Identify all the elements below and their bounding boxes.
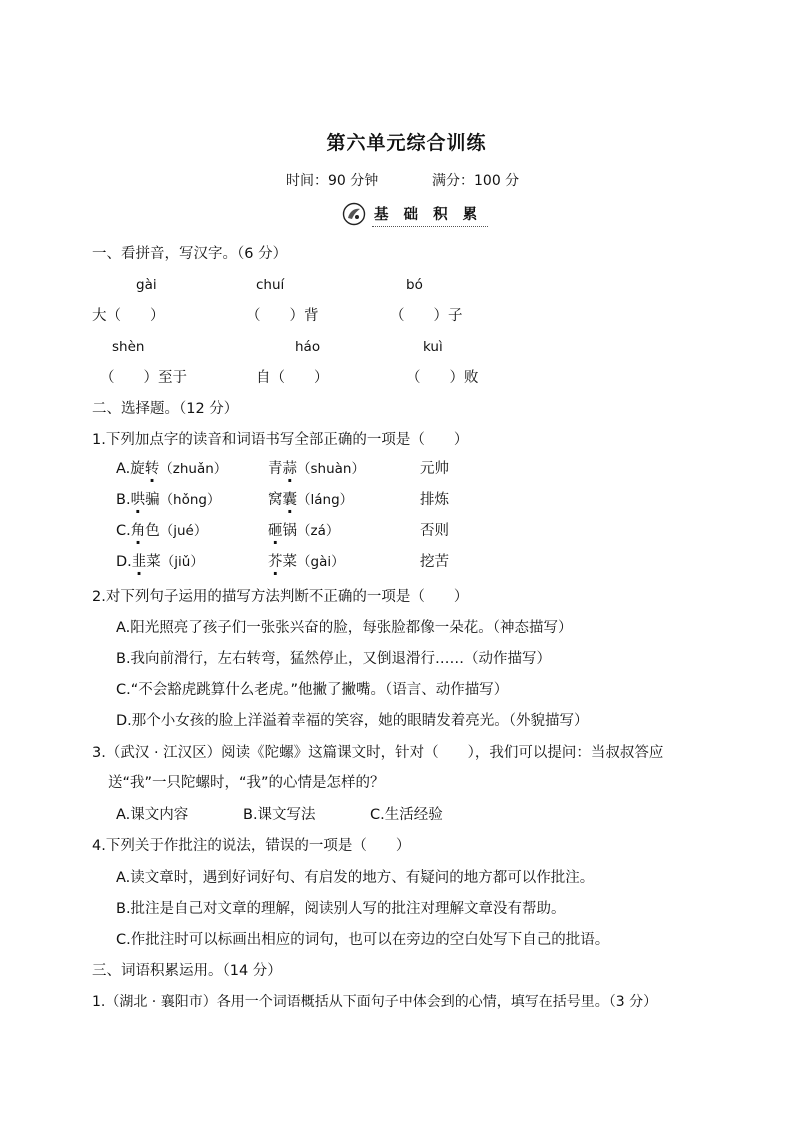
q1-option-a-word3: 元帅 — [420, 461, 449, 477]
banner-label: 基 础 积 累 — [372, 206, 488, 227]
q1-option-b: B.哄骗（hǒng） — [116, 492, 221, 508]
blank-word: 大（ ） — [92, 308, 165, 324]
section3-question-1: 1.（湖北 · 襄阳市）各用一个词语概括从下面句子中体会到的心情，填写在括号里。（3 分） — [92, 994, 658, 1010]
question-1-stem: 1.下列加点字的读音和词语书写全部正确的一项是（ ） — [92, 432, 469, 448]
q4-option-c: C.作批注时可以标画出相应的词句，也可以在旁边的空白处写下自己的批语。 — [116, 932, 610, 948]
question-3-stem-cont: 送“我”一只陀螺时，“我”的心情是怎样的？ — [108, 775, 385, 791]
blank-word: （ ）至于 — [100, 370, 187, 386]
section-banner — [342, 202, 488, 231]
q4-option-b: B.批注是自己对文章的理解，阅读别人写的批注对理解文章没有帮助。 — [116, 901, 566, 917]
q2-option-c: C.“不会豁虎跳算什么老虎。”他撇了撇嘴。（语言、动作描写） — [116, 682, 509, 698]
section3-heading: 三、词语积累运用。（14 分） — [92, 963, 282, 979]
q3-option-b: B.课文写法 — [243, 807, 316, 823]
q1-option-a-word2: 青蒜（shuàn） — [268, 461, 365, 477]
pinyin: chuí — [256, 277, 285, 293]
blank-word: （ ）子 — [390, 308, 463, 324]
section2-heading: 二、选择题。（12 分） — [92, 401, 239, 417]
q1-option-d-word2: 芥菜（gài） — [268, 554, 345, 570]
q1-option-d: D.韭菜（jiǔ） — [116, 554, 204, 570]
q1-option-c-word2: 砸锅（zá） — [268, 523, 340, 539]
pinyin: bó — [406, 277, 423, 293]
pinyin: háo — [295, 339, 321, 355]
q3-option-c: C.生活经验 — [370, 807, 443, 823]
q4-option-a: A.读文章时，遇到好词好句、有启发的地方、有疑问的地方都可以作批注。 — [116, 870, 595, 886]
pinyin: kuì — [423, 339, 443, 355]
page-title: 第六单元综合训练 — [326, 132, 487, 154]
q3-option-a: A.课文内容 — [116, 807, 189, 823]
q1-option-d-word3: 挖苦 — [420, 554, 449, 570]
blank-word: （ ）败 — [406, 370, 479, 386]
blank-word: 自（ ） — [256, 370, 329, 386]
q1-option-c-word3: 否则 — [420, 523, 449, 539]
question-2-stem: 2.对下列句子运用的描写方法判断不正确的一项是（ ） — [92, 589, 469, 605]
q2-option-a: A.阳光照亮了孩子们一张张兴奋的脸，每张脸都像一朵花。（神态描写） — [116, 620, 573, 636]
exam-time: 时间：90 分钟 — [286, 173, 379, 189]
section1-heading: 一、看拼音，写汉字。（6 分） — [92, 246, 288, 262]
q1-option-b-word3: 排炼 — [420, 492, 449, 508]
pinyin: shèn — [112, 339, 145, 355]
q1-option-c: C.角色（jué） — [116, 523, 208, 539]
q2-option-d: D.那个小女孩的脸上洋溢着幸福的笑容，她的眼睛发着亮光。（外貌描写） — [116, 713, 589, 729]
blank-word: （ ）背 — [246, 308, 319, 324]
banner-icon — [342, 202, 366, 231]
question-4-stem: 4.下列关于作批注的说法，错误的一项是（ ） — [92, 838, 411, 854]
exam-score: 满分：100 分 — [432, 173, 520, 189]
question-3-stem: 3.（武汉 · 江汉区）阅读《陀螺》这篇课文时，针对（ ），我们可以提问：当叔叔答应 — [92, 745, 664, 761]
q2-option-b: B.我向前滑行，左右转弯，猛然停止，又倒退滑行……（动作描写） — [116, 651, 552, 667]
q1-option-b-word2: 窝囊（láng） — [268, 492, 354, 508]
pinyin: gài — [136, 277, 157, 293]
q1-option-a: A.旋转（zhuǎn） — [116, 461, 228, 477]
